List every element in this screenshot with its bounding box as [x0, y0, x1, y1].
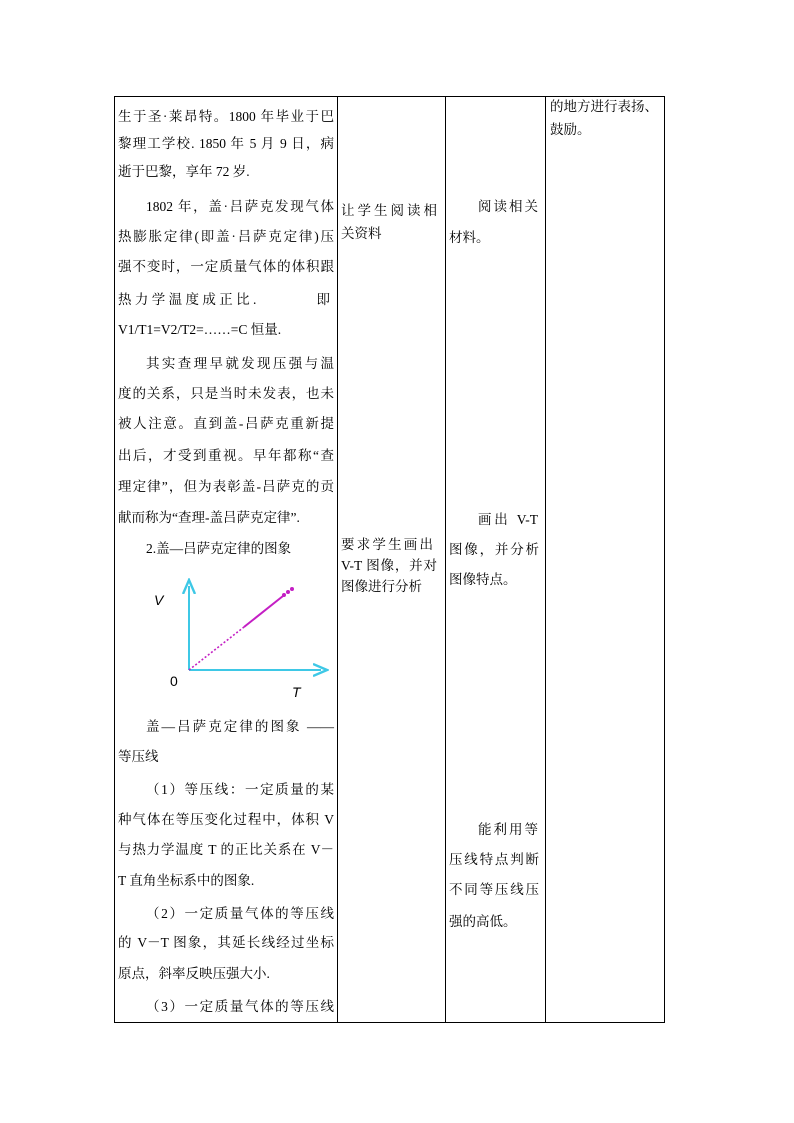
figure-caption: 盖—吕萨克定律的图象 ——	[146, 719, 334, 734]
table-divider-col3	[445, 96, 446, 1023]
content-line: 等压线	[118, 749, 159, 764]
content-line: 1802 年，盖·吕萨克发现气体	[146, 199, 334, 214]
content-line: （1）等压线：一定质量的某	[146, 782, 334, 797]
content-line: （3）一定质量气体的等压线	[146, 999, 334, 1014]
student-activity-line: 能利用等	[478, 822, 538, 837]
content-line: 其实查理早就发现压强与温	[146, 356, 334, 371]
x-axis-label: T	[292, 684, 301, 700]
teacher-activity-line: 要求学生画出	[341, 537, 433, 552]
content-line: 与热力学温度 T 的正比关系在 V－	[118, 842, 334, 857]
content-line: 出后，才受到重视。早年都称“查	[118, 448, 334, 463]
content-line: 生于圣·莱昂特。1800 年毕业于巴	[118, 109, 334, 124]
student-activity-line: 压线特点判断	[449, 852, 539, 867]
isobar-end-point	[286, 590, 290, 594]
content-line: V1/T1=V2/T2=……=C 恒量.	[118, 322, 282, 337]
teacher-activity-line: 图像进行分析	[341, 579, 422, 594]
content-line-left: 热 力 学 温 度 成 正 比 .	[118, 292, 257, 307]
content-line: 逝于巴黎，享年 72 岁.	[118, 164, 250, 179]
student-activity-line: 阅读相关	[478, 199, 538, 214]
table-border-right	[664, 96, 665, 1023]
student-activity-line: 图像特点。	[449, 572, 517, 587]
content-line: 的 V－T 图象，其延长线经过坐标	[118, 935, 334, 950]
content-line: 热膨胀定律(即盖·吕萨克定律)压	[118, 229, 334, 244]
teacher-activity-line: V-T 图像，并对	[341, 558, 437, 573]
vt-graph	[148, 578, 333, 706]
content-line: 种气体在等压变化过程中，体积 V	[118, 812, 334, 827]
student-activity-line: 不同等压线压	[449, 882, 539, 897]
y-axis-label: V	[154, 592, 164, 608]
content-line: 强不变时，一定质量气体的体积跟	[118, 259, 334, 274]
isobar-line	[244, 596, 283, 627]
isobar-end-point	[282, 593, 286, 597]
content-line: （2）一定质量气体的等压线	[146, 906, 334, 921]
teacher-activity-line: 关资料	[341, 226, 382, 241]
origin-label: 0	[170, 673, 178, 689]
student-activity-line: 材料。	[449, 230, 490, 245]
content-line: 献而称为“查理-盖吕萨克定律”.	[118, 510, 300, 525]
student-activity-line: 图像，并分析	[449, 542, 539, 557]
content-line: 原点，斜率反映压强大小.	[118, 966, 270, 981]
student-activity-line: 画出 V-T	[478, 512, 538, 527]
isobar-extension-dotted	[189, 627, 244, 670]
content-line: 黎理工学校. 1850 年 5 月 9 日，病	[118, 136, 334, 151]
student-activity-line: 强的高低。	[449, 914, 517, 929]
table-divider-col2	[337, 96, 338, 1023]
table-border-bottom	[114, 1022, 665, 1023]
content-line: 理定律”，但为表彰盖-吕萨克的贡	[118, 479, 334, 494]
table-divider-col4	[545, 96, 546, 1023]
teacher-activity-line: 让学生阅读相	[341, 203, 437, 218]
content-line: 被人注意。直到盖-吕萨克重新提	[118, 416, 334, 431]
content-line	[118, 290, 330, 310]
isobar-end-point	[290, 587, 294, 591]
content-line-right: 即	[316, 292, 330, 307]
design-note-line: 鼓励。	[550, 122, 591, 137]
design-note-line: 的地方进行表扬、	[550, 99, 658, 114]
content-line: T 直角坐标系中的图象.	[118, 873, 255, 888]
content-line: 度的关系，只是当时未发表，也未	[118, 386, 334, 401]
table-border-left	[114, 96, 115, 1023]
figure-heading: 2.盖—吕萨克定律的图象	[146, 541, 292, 556]
